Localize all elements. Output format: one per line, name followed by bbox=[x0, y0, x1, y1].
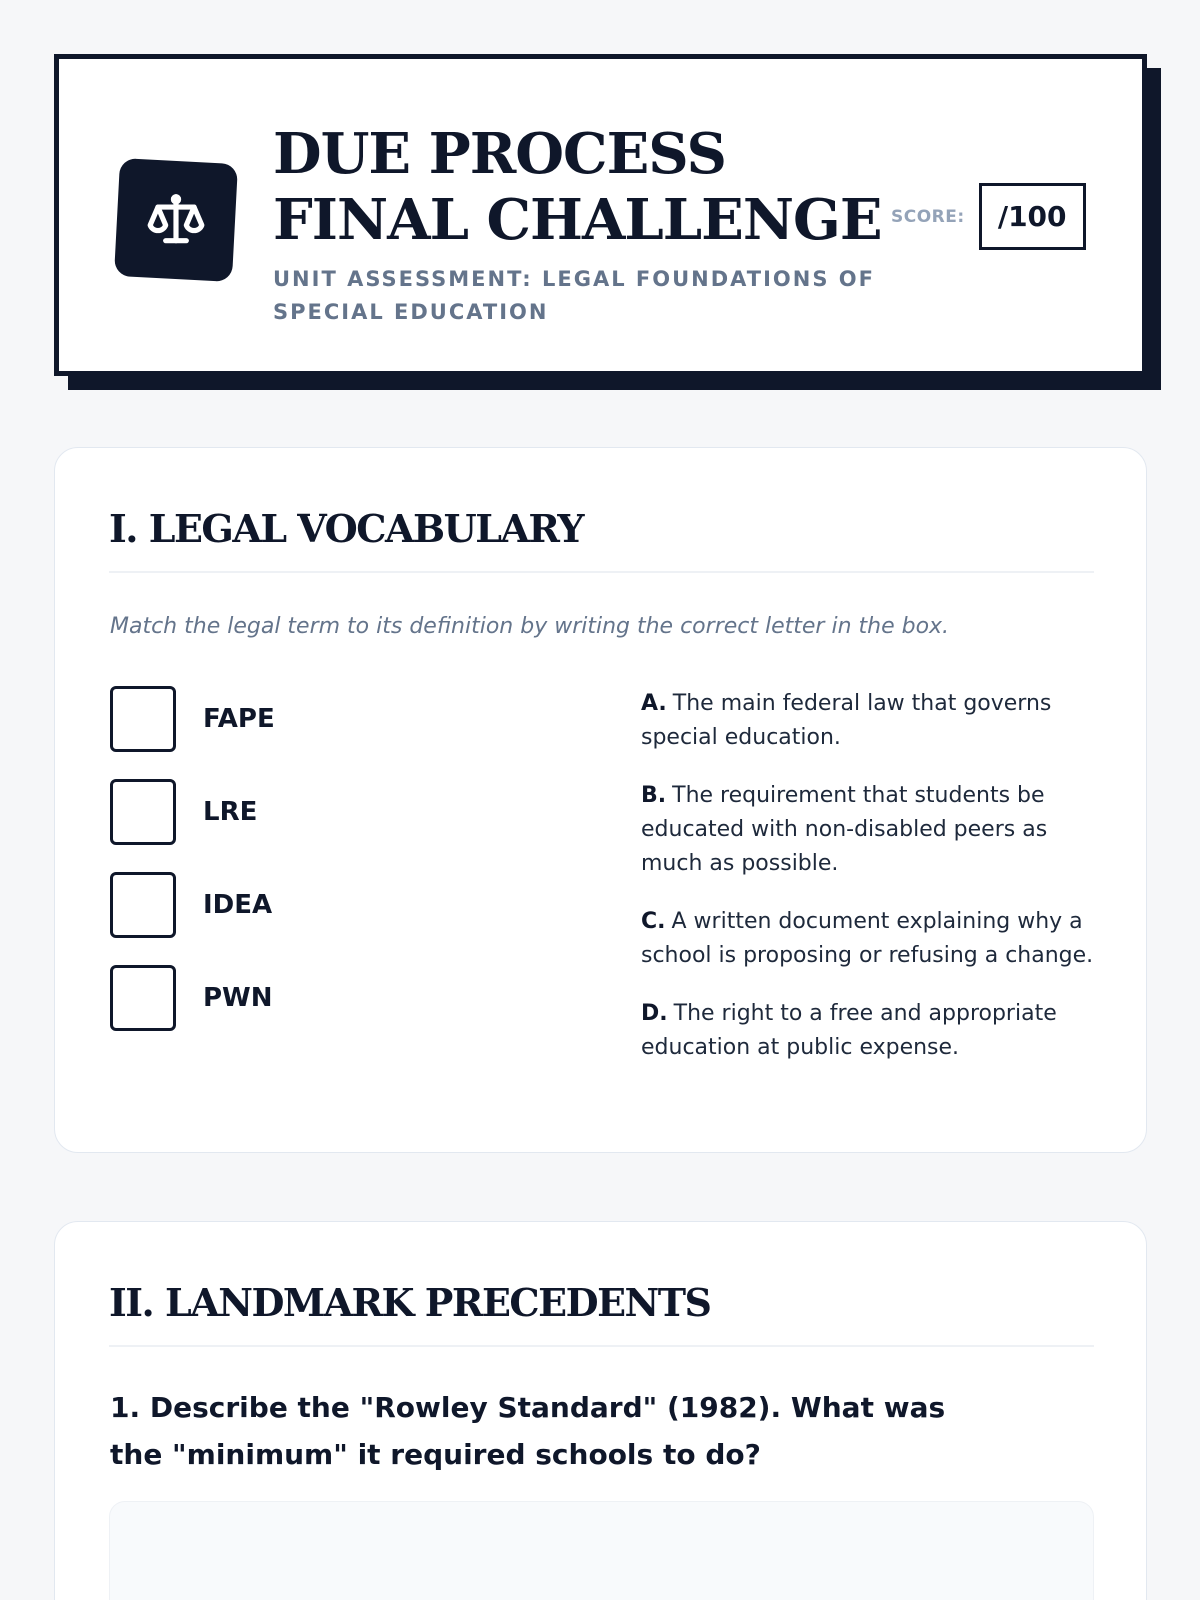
definition-letter: A. bbox=[641, 691, 667, 716]
page-subtitle: UNIT ASSESSMENT: LEGAL FOUNDATIONS OF SPECIAL EDUCATION bbox=[273, 267, 875, 324]
definition-text: The right to a free and appropriate education at public expense. bbox=[641, 1001, 1057, 1060]
question-1: 1. Describe the "Rowley Standard" (1982). What was the "minimum" it required schools to do? bbox=[110, 1391, 946, 1471]
term-label: PWN bbox=[203, 983, 273, 1013]
score-label: SCORE: bbox=[891, 206, 965, 227]
section-legal-vocabulary bbox=[54, 447, 1147, 1153]
title-block bbox=[273, 121, 893, 329]
header-card bbox=[54, 54, 1147, 376]
definition-letter: D. bbox=[641, 1001, 668, 1026]
page-title: DUE PROCESS FINAL CHALLENGE bbox=[273, 121, 882, 253]
term-label: LRE bbox=[203, 797, 258, 827]
definition-text: The requirement that students be educated with non-disabled peers as much as possible. bbox=[641, 783, 1048, 876]
term-list bbox=[110, 686, 275, 1058]
logo-badge bbox=[114, 158, 238, 282]
section-landmark-precedents bbox=[54, 1221, 1147, 1600]
term-label: FAPE bbox=[203, 704, 275, 734]
score-box[interactable]: /100 bbox=[979, 183, 1086, 250]
definition-letter: C. bbox=[641, 909, 666, 934]
answer-box[interactable] bbox=[110, 872, 176, 938]
definition-text: The main federal law that governs special education. bbox=[641, 691, 1052, 750]
definition-d bbox=[641, 997, 1111, 1065]
term-row-fape bbox=[110, 686, 275, 752]
definition-c bbox=[641, 905, 1111, 973]
section-title: I. LEGAL VOCABULARY bbox=[109, 506, 1094, 573]
term-label: IDEA bbox=[203, 890, 273, 920]
section-title: II. LANDMARK PRECEDENTS bbox=[109, 1280, 1094, 1347]
answer-box[interactable] bbox=[110, 686, 176, 752]
term-row-pwn bbox=[110, 965, 275, 1031]
answer-textarea[interactable] bbox=[109, 1501, 1094, 1600]
definition-list bbox=[641, 687, 1111, 1089]
term-row-lre bbox=[110, 779, 275, 845]
definition-a bbox=[641, 687, 1111, 755]
scales-of-justice-icon bbox=[145, 189, 207, 251]
definition-b bbox=[641, 779, 1111, 881]
score-area bbox=[891, 183, 1086, 250]
definition-letter: B. bbox=[641, 783, 667, 808]
term-row-idea bbox=[110, 872, 275, 938]
instructions: Match the legal term to its definition by writing the correct letter in the box. bbox=[110, 614, 950, 639]
answer-box[interactable] bbox=[110, 965, 176, 1031]
definition-text: A written document explaining why a school is proposing or refusing a change. bbox=[641, 909, 1094, 968]
answer-box[interactable] bbox=[110, 779, 176, 845]
